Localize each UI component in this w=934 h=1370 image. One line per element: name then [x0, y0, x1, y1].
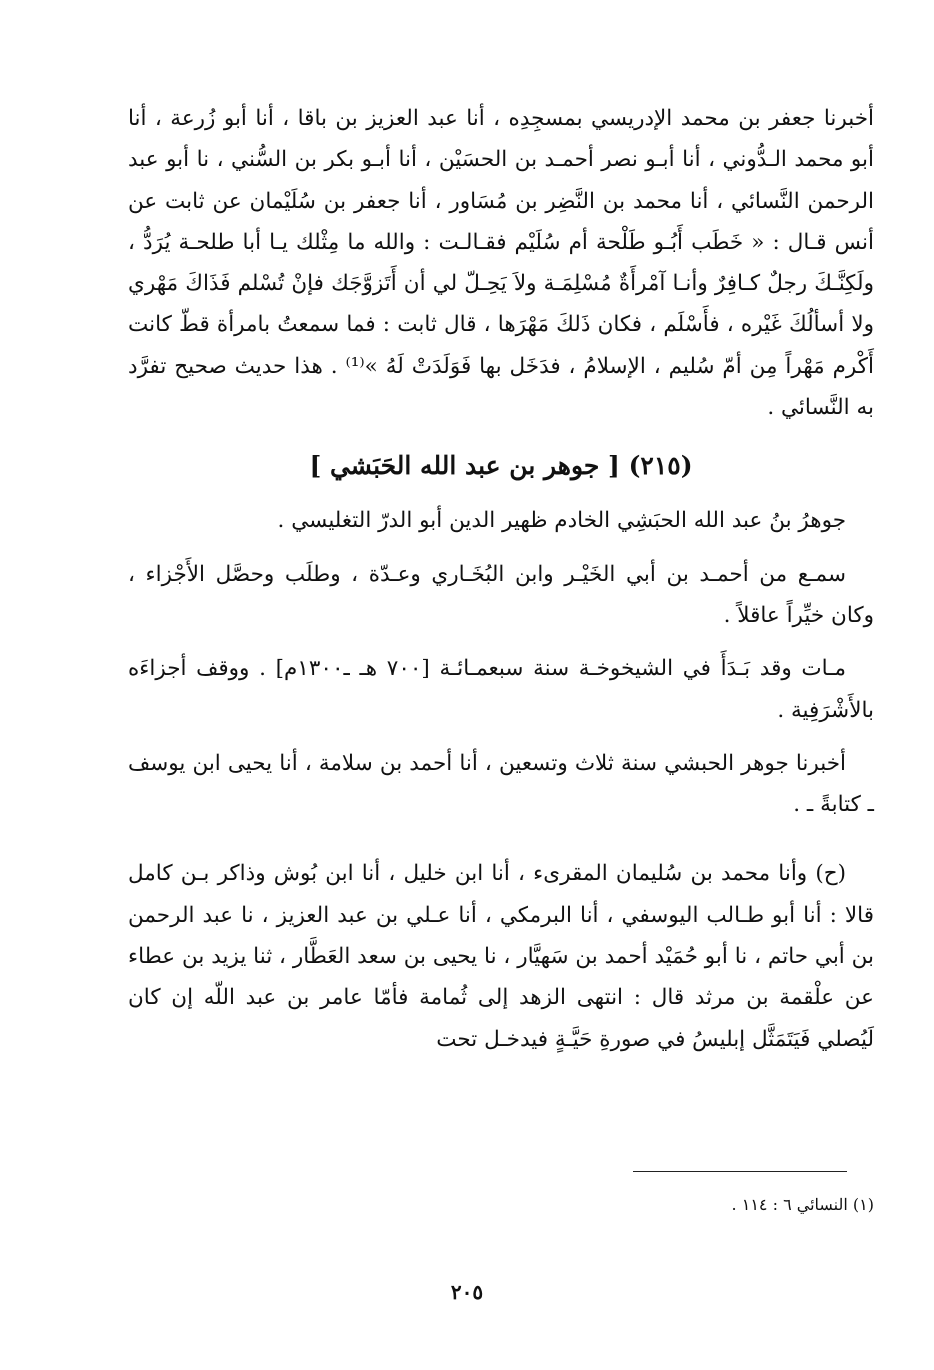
- footnote: (١) النسائي ٦ : ١١٤ .: [731, 1195, 874, 1214]
- paragraph-studies: سمـع من أحمـد بن أبي الخَيْـر وابن البُخَـاري وعـدّة ، وطلَب وحصَّل الأَجْزاء ، وكان خيِّراً عاقلاً .: [128, 561, 874, 628]
- section-heading: (٢١٥) [ جوهر بن عبد الله الحَبَشي ]: [309, 451, 693, 481]
- paragraph-death: مـات وقد بَـدَأَ في الشيخوخـة سنة سبعمـائـة [٧٠٠ هـ ـ١٣٠٠م] . ووقف أجزاءَه بالأَشْرَفِية .: [128, 656, 874, 723]
- footnote-divider: [633, 1171, 847, 1172]
- paragraph-isnad-1: أخبرنا جوهر الحبشي سنة ثلاث وتسعين ، أنا أحمد بن سلامة ، أنا يحيى ابن يوسف ـ كتابةً ـ .: [128, 750, 874, 818]
- paragraph-isnad-2: (ح) وأنا محمد بن سُليمان المقرىء ، أنا ابن خليل ، أنا ابن بُوش وذاكر بـن كامل قالا : أنا أبو طـالب اليوسفي ، أنا البرمكي ، أنا عـلي بن عبد العزيز ، نا عبد الرحمن بن أبي حاتم ، نا أبو حُمَيْد أحمد بن سَهيَّار ، نا يحيى بن سعد العَطَّار ، ثنا يزيد بن عطاء عن علْقمة بن مرثد قال : انتهى الزهد إلى ثُمامة فأمّا عامر بن عبد اللّه إن كان لَيُصلي فَيَتَمَثَّل إبليسُ في صورةِ حَيَّـةٍ فيدخـل تحت: [128, 861, 874, 1052]
- page-number: ٢٠٥: [450, 1280, 484, 1304]
- paragraph-name: جوهرُ بنُ عبد الله الحبَشِي الخادم ظهير الدين أبو الدرّ التغليسي .: [277, 508, 846, 534]
- paragraph-narration: أخبرنا جعفر بن محمد الإدريسي بمسجِدِه ، أنا عبد العزيز بن باقا ، أنا أبو زُرعة ، أنا أبو محمد الـدُّوني ، أنا أبـو نصر أحمـد بن الحسَيْن ، أنا أبـو بكر بن السُّني ، نا أبو عبد الرحمن النَّسائي ، أنا محمد بن النَّضِر بن مُسَاور ، أنا جعفر بن سُلَيْمان عن ثابت عن أنس قـال : « خَطَب أَبُـو طَلْحة أم سُلَيْم فقـالـت : والله ما مِثْلك يـا أبا طلحـة يُرَدُّ ، ولَكِنَّـكَ رجلٌ كـافِرٌ وأنـا آمْرأَةٌ مُسْلِمَـة ولاَ يَحِـلّ لي أن أَتَزوَّجَك فإنْ تُسْلم فَذَاكَ مَهْري ولا أسألُكَ غَيْره ، فأَسْلَم ، فكان ذَلكَ مَهْرَها ، قال ثابت : فما سمعتُ بامرأة قطّ كانت أَكْرم مَهْراً مِن أمّ سُليم ، الإسلامُ ، فدَخَل بها فَوَلَدَتْ لَهُ »⁽¹⁾ . هذا حديث صحيح تفرَّد به النَّسائي .: [128, 106, 874, 421]
